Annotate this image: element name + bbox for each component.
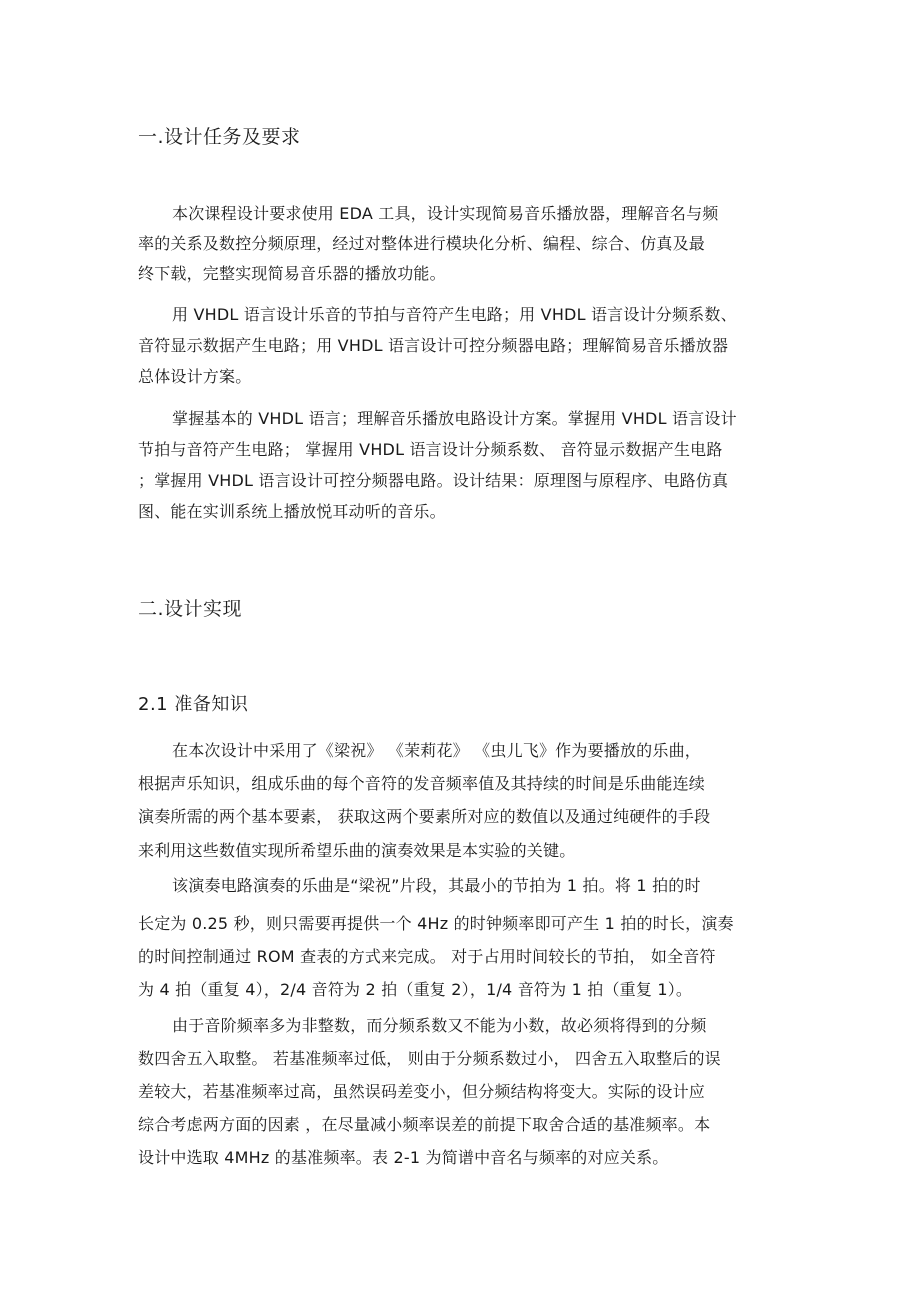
text-line: 根据声乐知识，组成乐曲的每个音符的发音频率值及其持续的时间是乐曲能连续 (138, 774, 706, 793)
text-line: 综合考虑两方面的因素 ，在尽量减小频率误差的前提下取舍合适的基准频率。本 (138, 1115, 711, 1134)
text-line: 设计中选取 4MHz 的基准频率。表 2-1 为简谱中音名与频率的对应关系。 (138, 1148, 669, 1167)
text-line: 来利用这些数值实现所希望乐曲的演奏效果是本实验的关键。 (138, 841, 576, 860)
text-line: 数四舍五入取整。 若基准频率过低， 则由于分频系数过小， 四舍五入取整后的误 (138, 1049, 721, 1068)
text-line: 差较大，若基准频率过高，虽然误码差变小，但分频结构将变大。实际的设计应 (138, 1082, 706, 1101)
text-line: 本次课程设计要求使用 EDA 工具，设计实现简易音乐播放器，理解音名与频 (172, 204, 719, 223)
text-line: 由于音阶频率多为非整数，而分频系数又不能为小数，故必须将得到的分频 (172, 1016, 707, 1035)
text-line: 音符显示数据产生电路；用 VHDL 语言设计可控分频器电路；理解简易音乐播放器 (138, 336, 729, 355)
text-line: 图、能在实训系统上播放悦耳动听的音乐。 (138, 502, 446, 521)
text-line: 节拍与音符产生电路； 掌握用 VHDL 语言设计分频系数、 音符显示数据产生电路 (138, 440, 723, 459)
text-line: 在本次设计中采用了《梁祝》 《茉莉花》 《虫儿飞》作为要播放的乐曲， (172, 741, 701, 760)
text-line: 为 4 拍（重复 4），2/4 音符为 2 拍（重复 2），1/4 音符为 1 拍（重复 1）。 (138, 980, 693, 999)
text-line: 该演奏电路演奏的乐曲是“梁祝”片段，其最小的节拍为 1 拍。将 1 拍的时 (172, 876, 701, 895)
text-line: 用 VHDL 语言设计乐音的节拍与音符产生电路；用 VHDL 语言设计分频系数、 (172, 305, 737, 324)
text-line: 的时间控制通过 ROM 查表的方式来完成。 对于占用时间较长的节拍， 如全音符 (138, 947, 716, 966)
section-2-heading: 二.设计实现 (138, 598, 243, 620)
text-line: 掌握基本的 VHDL 语言；理解音乐播放电路设计方案。掌握用 VHDL 语言设计 (172, 409, 737, 428)
text-line: 长定为 0.25 秒，则只需要再提供一个 4Hz 的时钟频率即可产生 1 拍的时长，演奏 (138, 914, 734, 933)
text-line: ；掌握用 VHDL 语言设计可控分频器电路。设计结果：原理图与原程序、电路仿真 (138, 471, 729, 490)
subsection-2-1-heading: 2.1 准备知识 (138, 694, 249, 715)
text-line: 终下载，完整实现简易音乐器的播放功能。 (138, 264, 446, 283)
text-line: 总体设计方案。 (138, 367, 252, 386)
text-line: 率的关系及数控分频原理，经过对整体进行模块化分析、编程、综合、仿真及最 (138, 234, 706, 253)
section-1-heading: 一.设计任务及要求 (138, 126, 301, 148)
text-line: 演奏所需的两个基本要素， 获取这两个要素所对应的数值以及通过纯硬件的手段 (138, 807, 711, 826)
